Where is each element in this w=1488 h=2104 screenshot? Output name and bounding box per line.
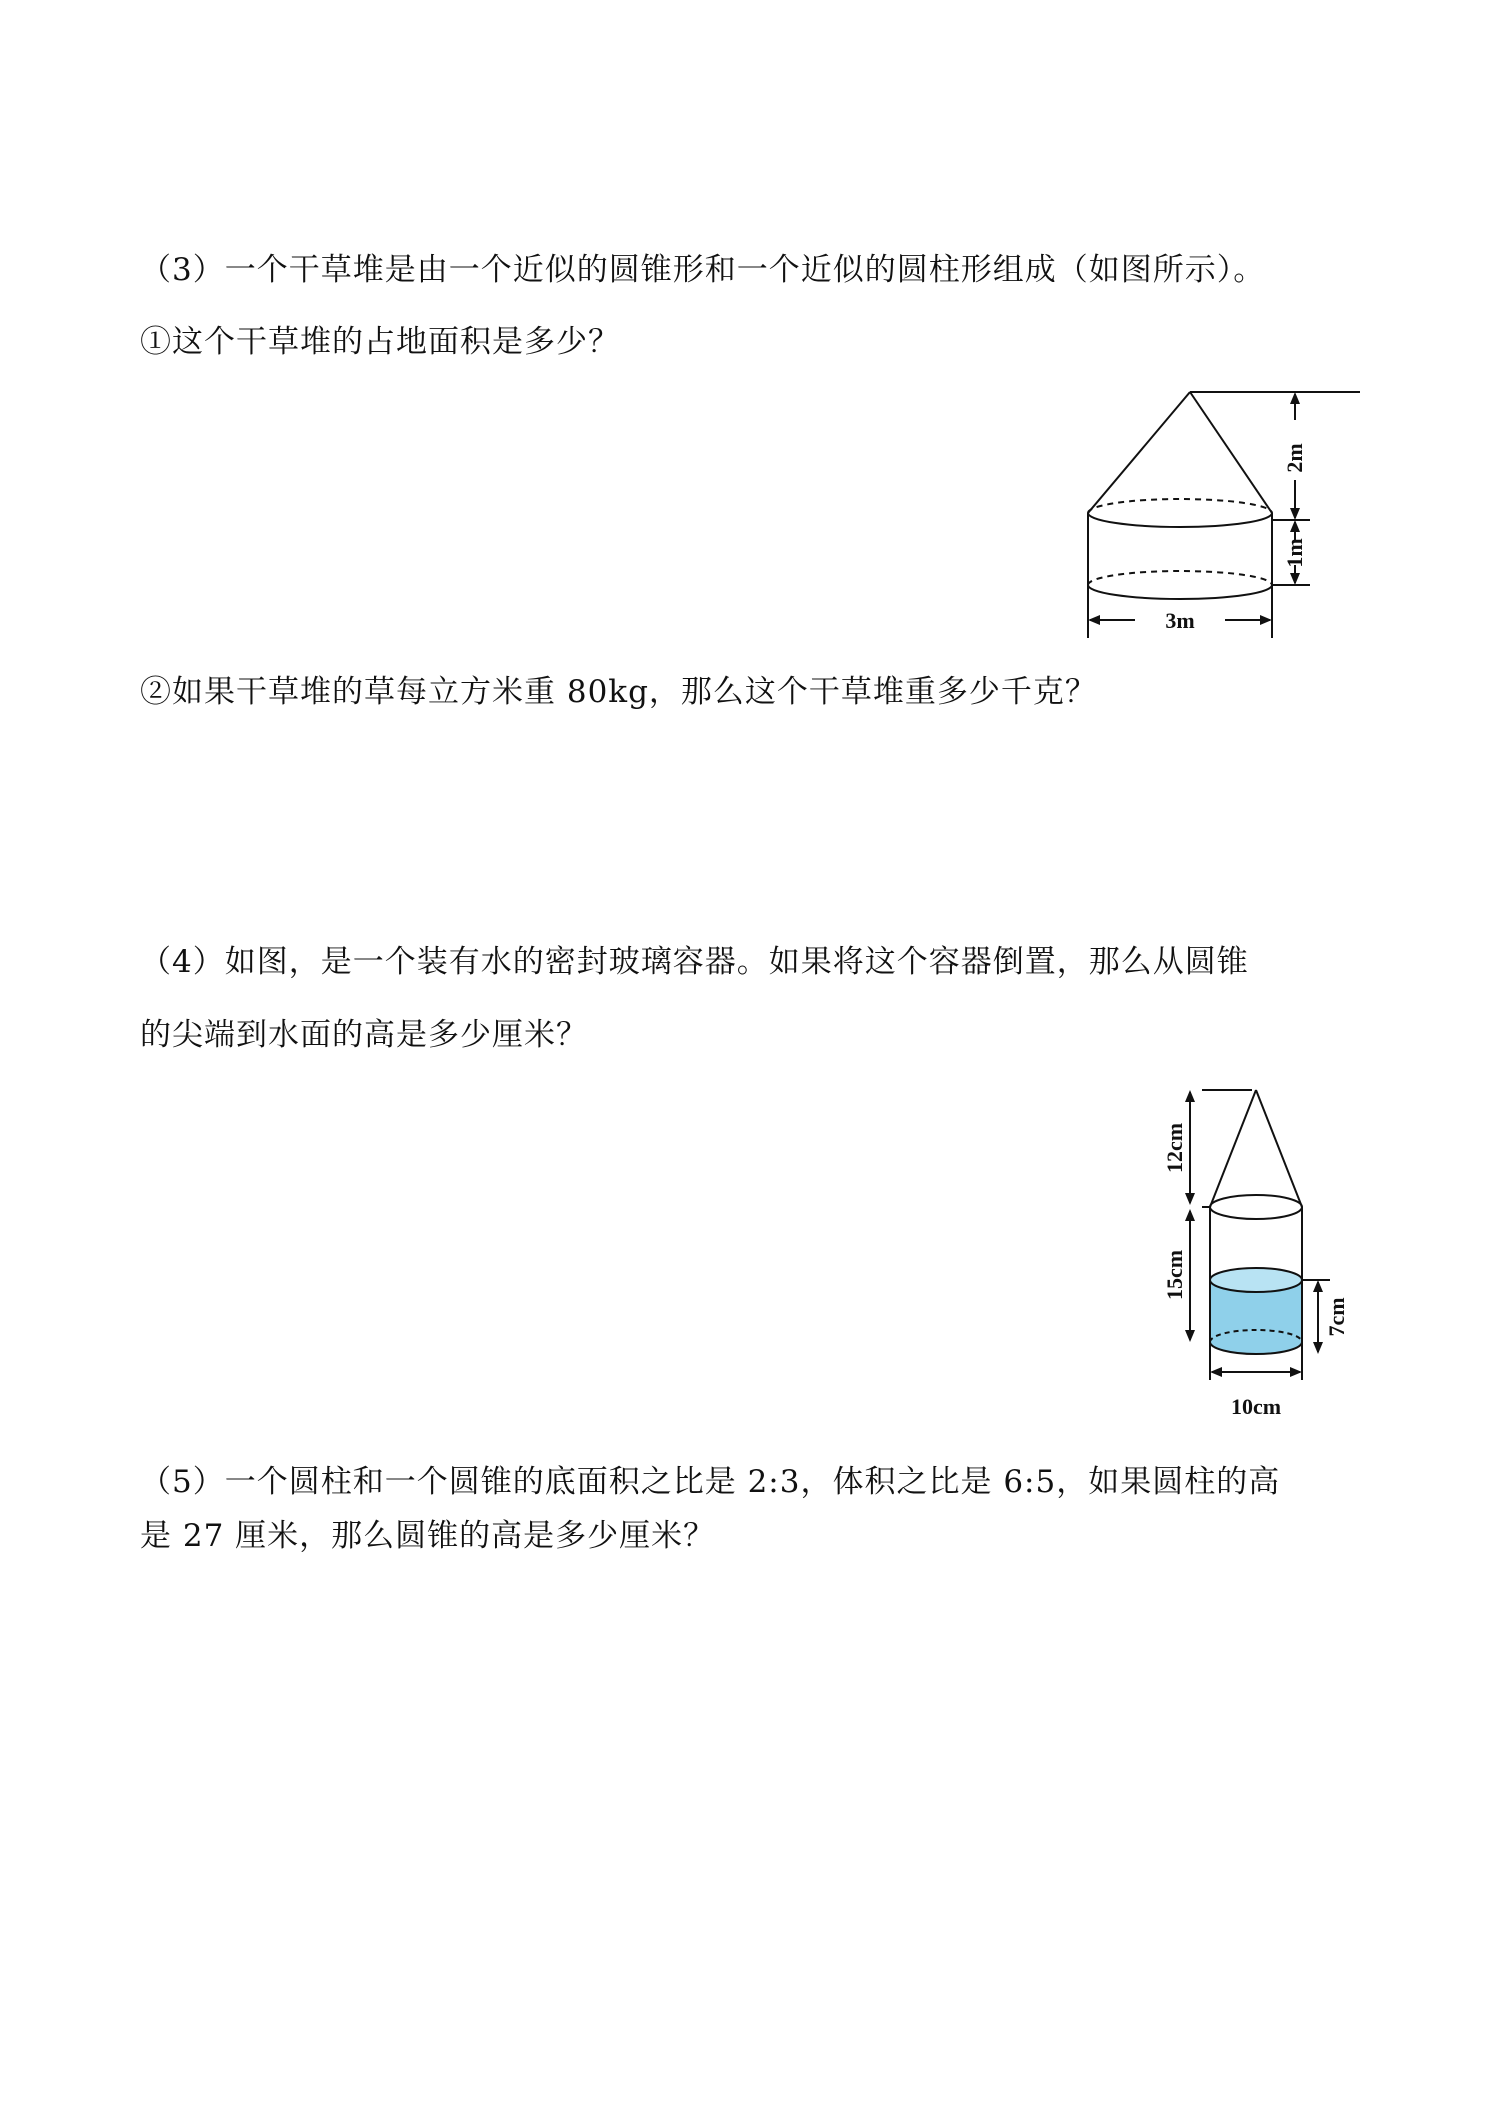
top-ellipse-back (1088, 499, 1272, 513)
cone-height-label: 12cm (1162, 1122, 1187, 1174)
bottom-ellipse-back (1088, 571, 1272, 585)
glass-container-figure (1160, 1080, 1360, 1430)
cone-left-edge (1088, 392, 1190, 513)
diameter-label: 10cm (1230, 1394, 1282, 1419)
problem-4-statement-cont: 的尖端到水面的高是多少厘米？ (140, 1017, 588, 1053)
top-ellipse-front (1088, 513, 1272, 527)
cylinder-height-label: 1m (1282, 538, 1307, 568)
problem-3-question-2: ②如果干草堆的草每立方米重 80kg，那么这个干草堆重多少千克？ (140, 674, 1097, 710)
cone-right-edge (1190, 392, 1272, 513)
cylinder-height-label: 15cm (1162, 1249, 1187, 1301)
water-height-label: 7cm (1324, 1297, 1349, 1337)
cone-height-label: 2m (1282, 443, 1307, 473)
problem-5-statement: （5）一个圆柱和一个圆锥的底面积之比是 2:3，体积之比是 6:5，如果圆柱的高 (140, 1464, 1281, 1500)
problem-4-statement: （4）如图，是一个装有水的密封玻璃容器。如果将这个容器倒置，那么从圆锥 (140, 944, 1249, 980)
diameter-label: 3m (1165, 608, 1195, 633)
problem-3-statement: （3）一个干草堆是由一个近似的圆锥形和一个近似的圆柱形组成（如图所示）。 (140, 252, 1266, 288)
bottom-ellipse-front (1088, 585, 1272, 599)
haystack-figure (1080, 380, 1380, 650)
problem-3-question-1: ①这个干草堆的占地面积是多少？ (140, 324, 620, 360)
problem-5-statement-cont: 是 27 厘米，那么圆锥的高是多少厘米？ (140, 1518, 716, 1554)
